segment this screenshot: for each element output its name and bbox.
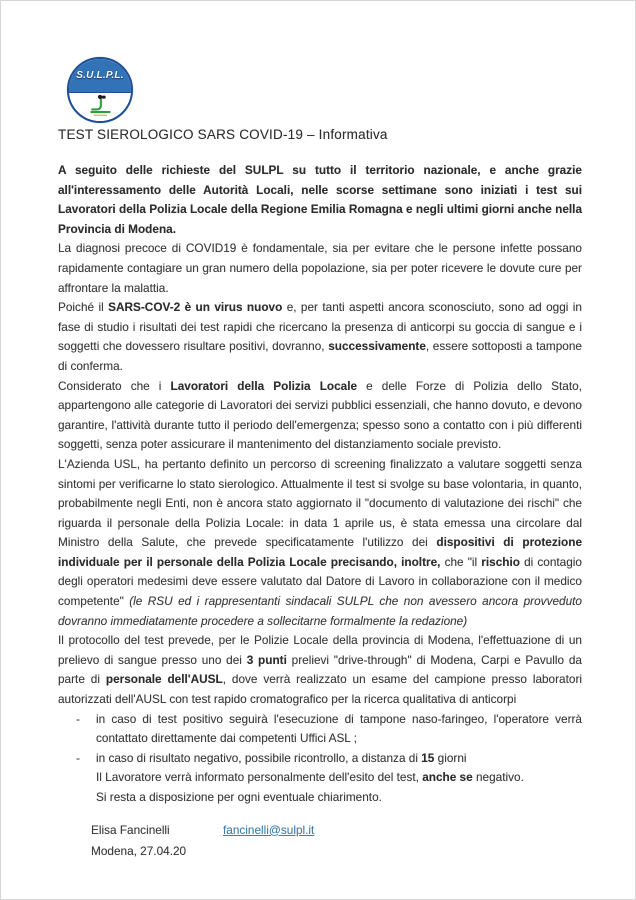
paragraph	[58, 631, 582, 709]
text-run: rischio	[481, 554, 520, 569]
text-run: , dove verrà realizzato un esame del campione presso laboratori autorizzati dell'AUSL con test rapido cromatografico per la ricerca qualitativa di anticorpi	[58, 672, 582, 707]
signature-place-date: Modena, 27.04.20	[91, 844, 187, 859]
text-run: La diagnosi precoce di COVID19 è fondamentale, sia per evitare che le persone infette possano rapidamente contagiare un gran numero della popolazione, sia per poter ricevere le dovute cure per affrontare la malattia.	[58, 241, 582, 295]
text-run: personale dell'AUSL	[105, 672, 223, 687]
text-run: L'Azienda USL, ha pertanto definito un percorso di screening finalizzato a valutare soggetti senza sintomi per verificarne lo stato sierologico. Attualmente il test si svolge su base volontaria, in quanto, probabilmente negli Enti, non è ancora stato aggiornato il "documento di valutazione dei rischi" che riguarda il personale della Polizia Locale: in data 1 aprile us, è stata emessa una circolare dal Ministro della Salute, che prevede specificatamente l'utilizzo dei	[58, 456, 582, 550]
bullet-marker: -	[76, 750, 80, 765]
text-run: di contagio degli operatori medesimi deve essere valutato dal Datore di Lavoro in collaborazione con il medico competente"	[58, 554, 582, 609]
closing-line	[96, 768, 582, 788]
bullet-item	[76, 749, 582, 769]
bullet-text	[96, 749, 582, 769]
document-body	[58, 161, 582, 862]
closing-line	[96, 788, 582, 808]
email-link[interactable]: fancinelli@sulpl.it	[223, 822, 315, 837]
page-title: TEST SIEROLOGICO SARS COVID-19 – Informativa	[58, 127, 388, 142]
text-run: e, per tanti aspetti ancora sconosciuto, sono ad oggi in fase di studio i risultati dei test rapidi che ricercano la presenza di anticorpi su goccia di sangue e i soggetti che dovessero risultare positivi, dovranno,	[58, 300, 582, 354]
paragraph	[58, 377, 582, 455]
logo-emblem-area	[69, 93, 131, 122]
logo-text: S.U.L.P.L.	[76, 70, 124, 82]
text-run: Si resta a disposizione per ogni eventuale chiarimento.	[96, 790, 382, 804]
text-run: in caso di test positivo seguirà l'esecuzione di tampone naso-faringeo, l'operatore verrà contattato direttamente dai competenti Uffici ASL ;	[96, 711, 582, 746]
text-run: Poiché il	[58, 300, 109, 315]
paragraph	[58, 298, 582, 376]
text-run: Il Lavoratore verrà informato personalmente dell'esito del test,	[96, 770, 423, 785]
text-run: prelievi "drive-through" di Modena, Carpi e Pavullo da parte di	[58, 652, 582, 687]
signature-block	[91, 821, 582, 862]
text-run: giorni	[434, 750, 467, 765]
text-run: successivamente	[328, 339, 426, 354]
logo-banner	[69, 59, 131, 93]
scooter-road-icon	[87, 93, 113, 119]
text-run: e delle Forze di Polizia dello Stato, appartengono alle categorie di Lavoratori dei servizi pubblici essenziali, che hanno dovuto, e devono garantire, l'attività durante tutto il periodo dell'emergenza; spesso sono a contatto con i più differenti soggetti, senza poter assicurare il mantenimento del distanziamento sociale previsto.	[58, 378, 582, 452]
text-run: in caso di risultato negativo, possibile ricontrollo, a distanza di	[96, 750, 422, 765]
bullet-marker: -	[76, 711, 80, 726]
closing-block	[96, 768, 582, 807]
text-run: Il protocollo del test prevede, per le Polizie Locale della provincia di Modena, l'effettuazione di un prelievo di sangue presso uno dei	[58, 633, 582, 667]
paragraph	[58, 239, 582, 298]
text-run: Lavoratori della Polizia Locale	[170, 378, 358, 393]
text-run: negativo.	[472, 770, 524, 785]
text-run: anche se	[422, 770, 473, 785]
paragraph	[58, 161, 582, 239]
sulpl-logo	[67, 57, 133, 123]
text-run: (le RSU ed i rappresentanti sindacali SULPL che non avessero ancora provveduto dovranno immediatamente procedere a sollecitarne formalmente la redazione)	[58, 594, 582, 628]
text-run: 3 punti	[246, 652, 287, 667]
text-run: Considerato che i	[58, 378, 171, 393]
bullet-item	[76, 710, 582, 749]
paragraph-block	[58, 161, 582, 710]
paragraph	[58, 455, 582, 631]
text-run: che "il	[440, 554, 482, 569]
text-run: SARS-COV-2 è un virus nuovo	[108, 300, 283, 315]
text-run: , essere sottoposti a tampone di conferma.	[58, 339, 582, 373]
bullet-list	[58, 710, 582, 769]
signature-name: Elisa Fancinelli	[91, 822, 170, 837]
text-run: 15	[421, 750, 435, 765]
bullet-text	[96, 710, 582, 749]
text-run: A seguito delle richieste del SULPL su tutto il territorio nazionale, e anche grazie all'interessamento delle Autorità Locali, nelle scorse settimane sono iniziati i test sui Lavoratori della Polizia Locale della Regione Emilia Romagna e negli ultimi giorni anche nella Provincia di Modena.	[58, 163, 582, 236]
text-run: dispositivi di protezione individuale per il personale della Polizia Locale precisando, inoltre,	[58, 535, 583, 569]
